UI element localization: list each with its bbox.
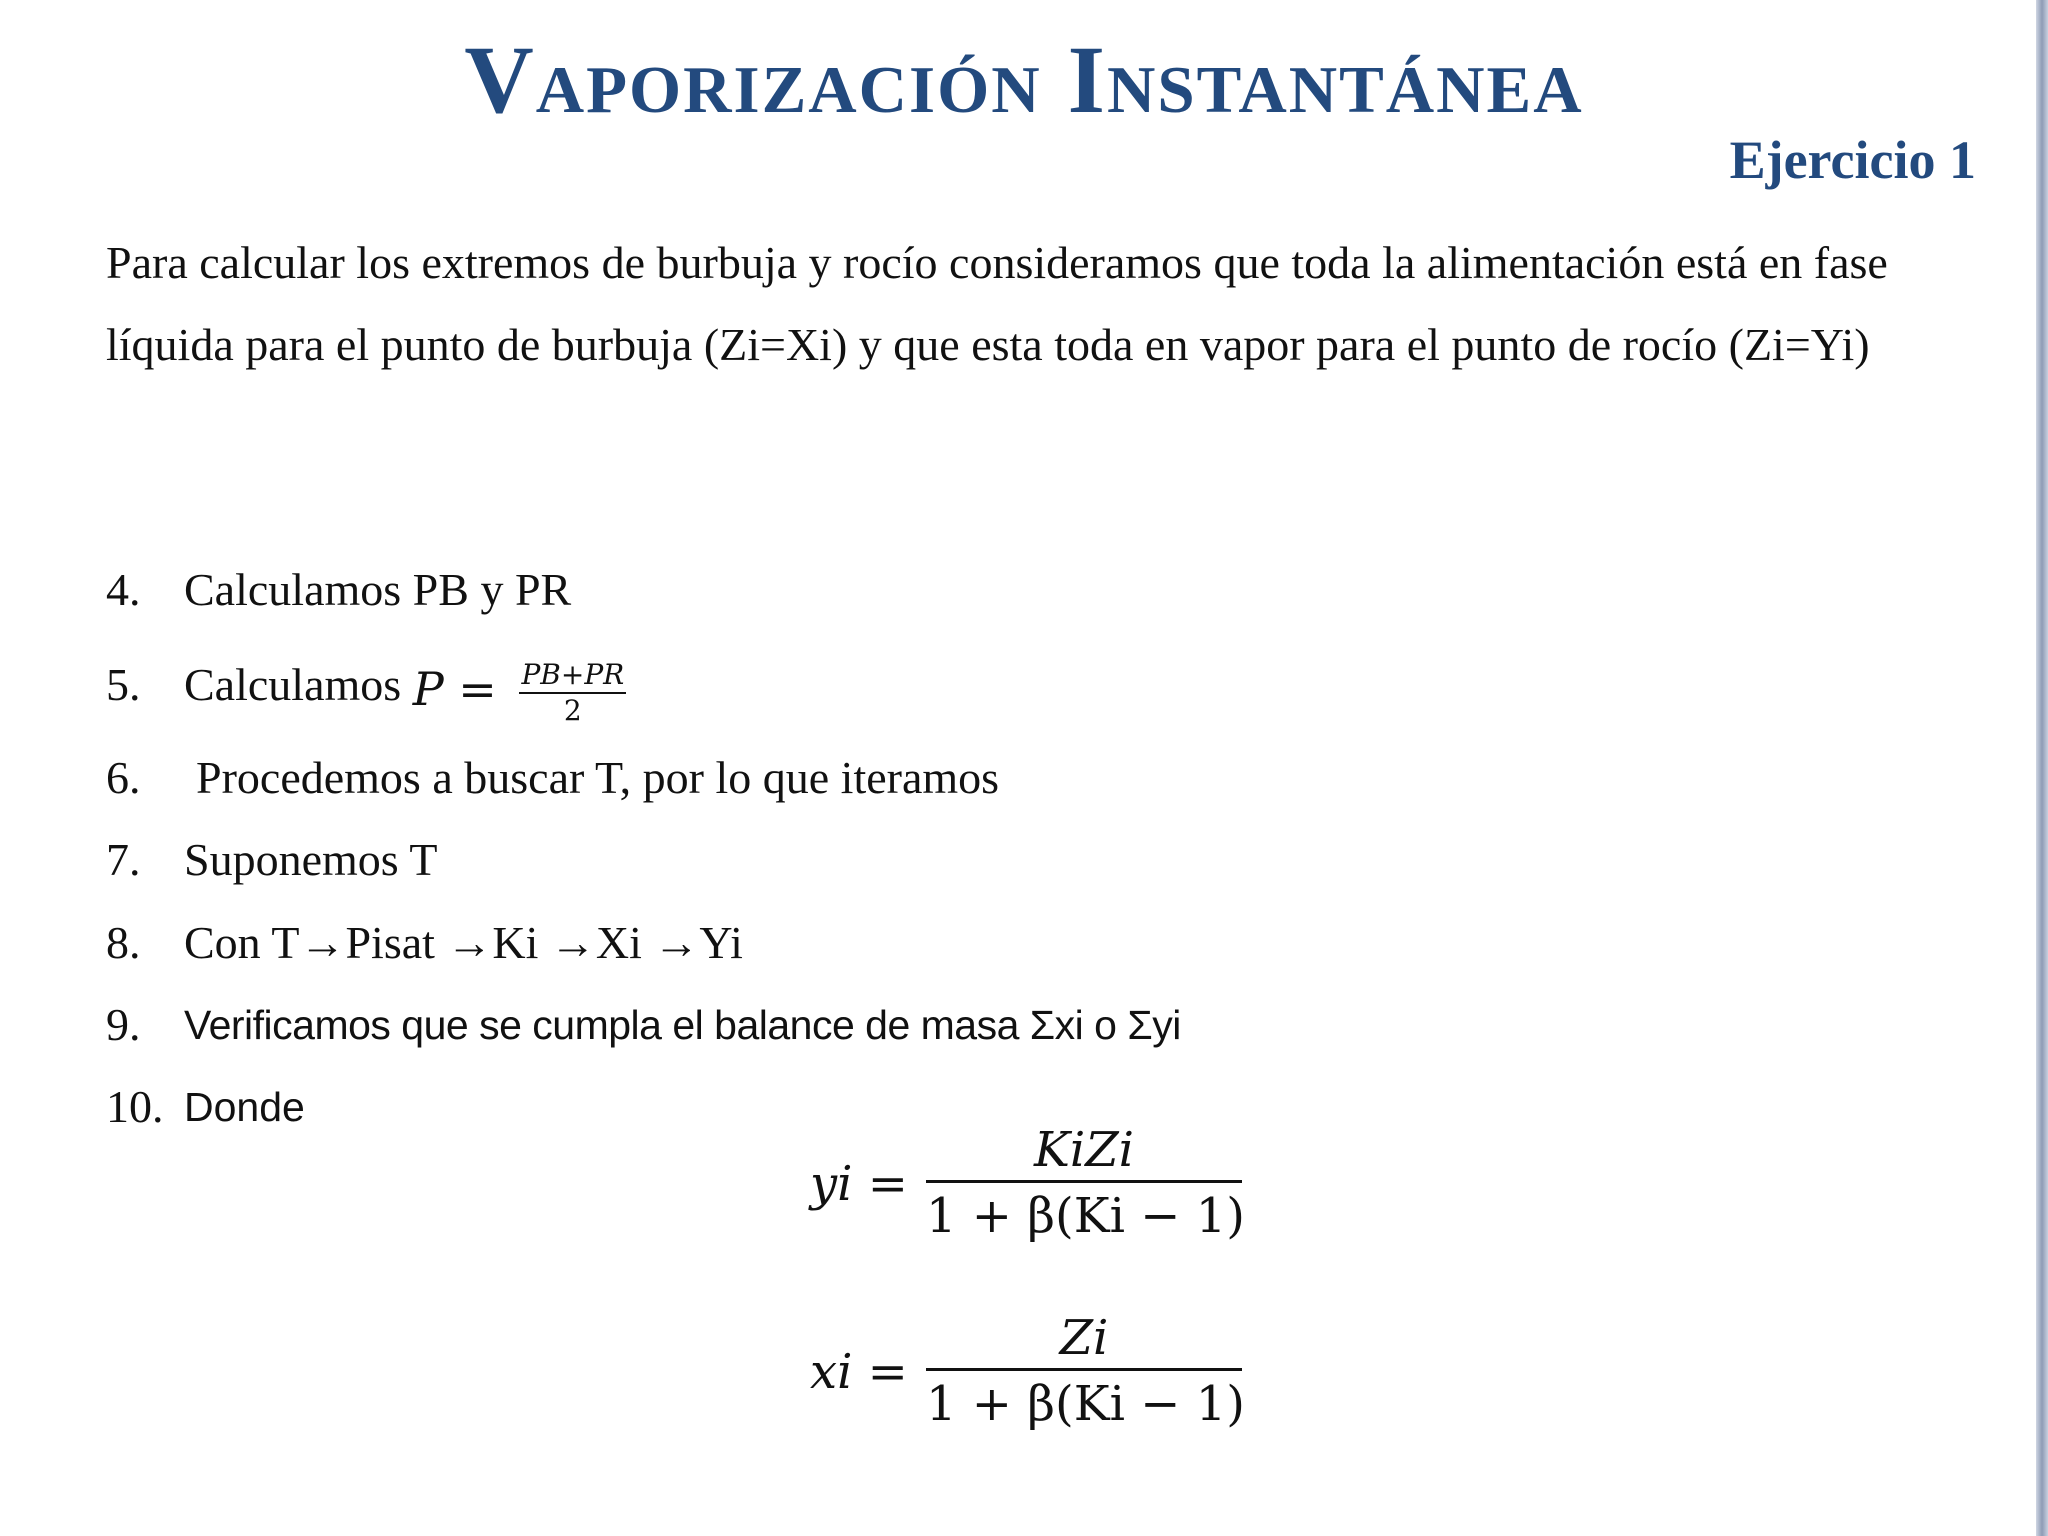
step-text: Verificamos que se cumpla el balance de masa Σxi o Σyi (184, 1002, 1181, 1048)
formula-y-denominator: 1 + β(Ki − 1) (926, 1188, 1245, 1244)
pressure-equation (413, 636, 627, 742)
formula-y-fraction (926, 1120, 1245, 1245)
step-number: 7. (106, 834, 141, 885)
formula-x-lhs: xi = (810, 1344, 908, 1400)
step-number: 4. (106, 564, 141, 615)
formula-y-numerator: KiZi (926, 1120, 1242, 1183)
step-item (106, 818, 1606, 902)
pressure-fraction-denominator: 2 (563, 694, 582, 728)
slide-subtitle: Ejercicio 1 (1729, 130, 1976, 190)
formula-y-lhs: yi = (810, 1156, 908, 1212)
step-number: 6. (106, 752, 141, 803)
step-text: Calculamos (184, 659, 402, 710)
step-item (106, 548, 1606, 632)
intro-paragraph: Para calcular los extremos de burbuja y rocío consideramos que toda la alimentación está en fase líquida para el punto de burbuja (Zi=Xi) y que esta toda en vapor para el punto de rocío (Zi=Yi) (106, 237, 1888, 370)
formula-x-fraction (926, 1308, 1245, 1433)
pressure-fraction (519, 657, 626, 728)
step-number: 10. (106, 1081, 164, 1132)
step-text: Suponemos T (184, 834, 438, 885)
step-item (106, 902, 1606, 984)
step-text: Donde (184, 1084, 305, 1130)
formula-x-denominator: 1 + β(Ki − 1) (926, 1376, 1245, 1432)
step-item (106, 632, 1606, 738)
step-number: 5. (106, 659, 141, 710)
step-number: 9. (106, 999, 141, 1050)
step-text: Procedemos a buscar T, por lo que iteramos (196, 752, 1000, 803)
step-number: 8. (106, 917, 141, 968)
slide-title: Vaporización Instantánea (464, 26, 1584, 133)
pressure-fraction-numerator (519, 657, 626, 695)
slide-edge-decoration (2036, 0, 2048, 1536)
formula-x-numerator: Zi (926, 1308, 1242, 1371)
steps-list (106, 548, 1606, 1148)
formula-y (810, 1120, 1250, 1250)
step-item (106, 984, 1606, 1066)
step-item (106, 738, 1606, 818)
formula-x (810, 1308, 1250, 1438)
step-text: Calculamos PB y PR (184, 564, 572, 615)
pressure-fraction-numerator-text: PB+PR (521, 657, 625, 691)
step-text: Con T→Pisat →Ki →Xi →Yi (184, 917, 743, 968)
pressure-equation-lhs: P = (412, 662, 497, 717)
